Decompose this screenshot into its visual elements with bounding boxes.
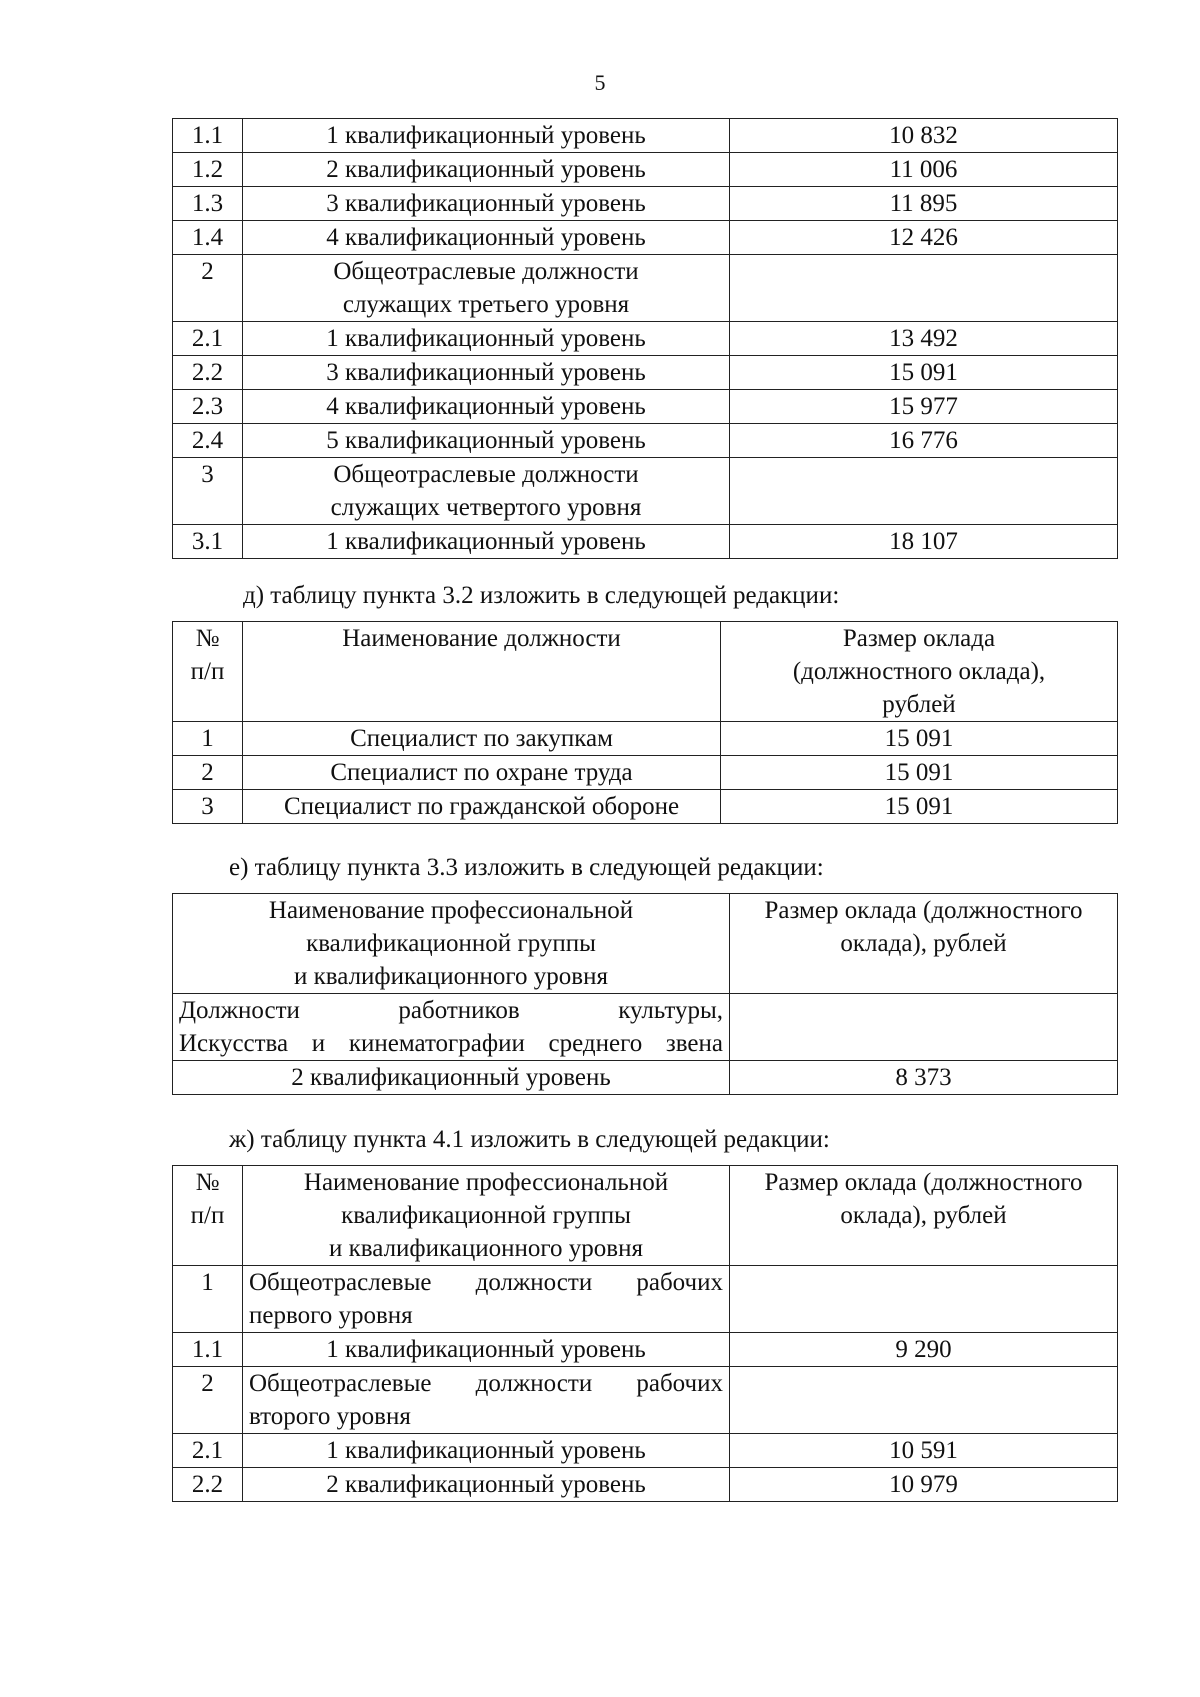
- qualification-name-cell: [243, 356, 730, 390]
- name-line: 1 квалификационный уровень: [326, 325, 646, 352]
- salary-cell: [730, 1266, 1118, 1333]
- salary-cell: 11 006: [730, 153, 1118, 187]
- name-line: Общеотраслевые должности: [333, 258, 639, 285]
- row-number-cell: 1.3: [173, 187, 243, 221]
- header-position-name: Наименование должности: [243, 622, 721, 722]
- table-row: [173, 756, 1118, 790]
- header-line: Размер оклада (должностного: [764, 1169, 1083, 1196]
- position-name-cell: Специалист по гражданской обороне: [243, 790, 721, 824]
- name-line: 1 квалификационный уровень: [326, 528, 646, 555]
- qualification-name-cell: [243, 525, 730, 559]
- row-number-cell: 1: [173, 1266, 243, 1333]
- table-row: [173, 356, 1118, 390]
- header-salary-line: (должностного оклада),: [792, 658, 1046, 685]
- group-name-cell: [243, 1434, 730, 1468]
- table-row: [173, 722, 1118, 756]
- salary-cell: 15 091: [721, 790, 1118, 824]
- group-name-cell: [243, 1367, 730, 1434]
- group-name-cell: [243, 1266, 730, 1333]
- header-number-line: п/п: [190, 658, 225, 685]
- qualification-name-cell: [243, 187, 730, 221]
- salary-cell: [730, 458, 1118, 525]
- name-line: 1 квалификационный уровень: [326, 1437, 646, 1464]
- row-number-cell: 3.1: [173, 525, 243, 559]
- row-number-cell: 2.4: [173, 424, 243, 458]
- header-salary-cell: [730, 1166, 1118, 1266]
- table-row: [173, 458, 1118, 525]
- group-name-cell: [243, 1333, 730, 1367]
- table-row: [173, 390, 1118, 424]
- qualification-name-cell: [243, 390, 730, 424]
- row-number-cell: 2.2: [173, 1468, 243, 1502]
- name-line: служащих четвертого уровня: [330, 494, 642, 521]
- name-line: Должности работников культуры,: [179, 997, 723, 1024]
- salary-cell: 13 492: [730, 322, 1118, 356]
- name-line: 1 квалификационный уровень: [326, 1336, 646, 1363]
- row-number-cell: 2: [173, 756, 243, 790]
- row-number-cell: 3: [173, 458, 243, 525]
- table-row: [173, 525, 1118, 559]
- salary-cell: [730, 1367, 1118, 1434]
- header-number-line: п/п: [190, 1202, 225, 1229]
- header-line: оклада), рублей: [840, 1202, 1007, 1229]
- salary-cell: 15 091: [721, 756, 1118, 790]
- table-row: [173, 1266, 1118, 1333]
- header-group-name-cell: [243, 1166, 730, 1266]
- header-number-line: №: [195, 1169, 220, 1196]
- qualification-name-cell: [243, 458, 730, 525]
- name-line: 3 квалификационный уровень: [326, 190, 646, 217]
- row-number-cell: 2: [173, 1367, 243, 1434]
- salary-cell: 10 979: [730, 1468, 1118, 1502]
- salary-cell: 16 776: [730, 424, 1118, 458]
- salary-cell: 10 832: [730, 119, 1118, 153]
- row-number-cell: 1.1: [173, 119, 243, 153]
- header-number-line: №: [195, 625, 220, 652]
- header-salary-cell: [730, 894, 1118, 994]
- qualification-name-cell: [243, 153, 730, 187]
- table-3-2: [172, 621, 1118, 824]
- row-number-cell: 1.4: [173, 221, 243, 255]
- header-line: оклада), рублей: [840, 930, 1007, 957]
- table-row: [173, 119, 1118, 153]
- table-row: [173, 424, 1118, 458]
- table-row: [173, 1468, 1118, 1502]
- position-name-cell: Специалист по охране труда: [243, 756, 721, 790]
- table-row: [173, 255, 1118, 322]
- caption-e: е) таблицу пункта 3.3 изложить в следующей редакции:: [229, 854, 824, 881]
- name-line: 3 квалификационный уровень: [326, 359, 646, 386]
- table-row: [173, 187, 1118, 221]
- table-row: [173, 1061, 1118, 1095]
- row-number-cell: 1.2: [173, 153, 243, 187]
- table-header-row: [173, 1166, 1118, 1266]
- row-number-cell: 3: [173, 790, 243, 824]
- table-4-1: [172, 1165, 1118, 1502]
- header-line: Размер оклада (должностного: [764, 897, 1083, 924]
- position-name-cell: Специалист по закупкам: [243, 722, 721, 756]
- name-line: 2 квалификационный уровень: [326, 156, 646, 183]
- name-line: 2 квалификационный уровень: [326, 1471, 646, 1498]
- table-header-row: [173, 894, 1118, 994]
- row-number-cell: 1.1: [173, 1333, 243, 1367]
- header-salary-line: Размер оклада: [842, 625, 996, 652]
- table-row: [173, 153, 1118, 187]
- table-3-3: [172, 893, 1118, 1095]
- qualification-name-cell: [243, 424, 730, 458]
- salary-cell: 15 091: [721, 722, 1118, 756]
- salary-cell: 9 290: [730, 1333, 1118, 1367]
- salary-table-continued: [172, 118, 1118, 559]
- name-line: служащих третьего уровня: [342, 291, 630, 318]
- name-line: Общеотраслевые должности рабочих: [249, 1370, 723, 1397]
- name-line: 2 квалификационный уровень: [291, 1064, 611, 1091]
- salary-cell: 8 373: [730, 1061, 1118, 1095]
- name-line: 1 квалификационный уровень: [326, 122, 646, 149]
- header-salary-cell: [721, 622, 1118, 722]
- name-line: второго уровня: [249, 1403, 411, 1430]
- name-line: Общеотраслевые должности рабочих: [249, 1269, 723, 1296]
- row-number-cell: 2.3: [173, 390, 243, 424]
- header-line: квалификационной группы: [306, 930, 596, 957]
- row-number-cell: 2.2: [173, 356, 243, 390]
- page-number: 5: [594, 70, 606, 95]
- header-salary-line: рублей: [882, 691, 956, 718]
- row-number-cell: 1: [173, 722, 243, 756]
- salary-cell: 15 977: [730, 390, 1118, 424]
- salary-cell: 12 426: [730, 221, 1118, 255]
- table-row: [173, 1434, 1118, 1468]
- row-number-cell: 2.1: [173, 1434, 243, 1468]
- group-name-cell: [173, 1061, 730, 1095]
- qualification-name-cell: [243, 221, 730, 255]
- qualification-name-cell: [243, 255, 730, 322]
- header-line: Наименование профессиональной: [303, 1169, 669, 1196]
- salary-cell: 11 895: [730, 187, 1118, 221]
- qualification-name-cell: [243, 119, 730, 153]
- name-line: 5 квалификационный уровень: [326, 427, 646, 454]
- salary-cell: [730, 994, 1118, 1061]
- header-number-cell: [173, 622, 243, 722]
- header-group-name-cell: [173, 894, 730, 994]
- table-row: [173, 1367, 1118, 1434]
- header-line: и квалификационного уровня: [329, 1235, 643, 1262]
- row-number-cell: 2: [173, 255, 243, 322]
- name-line: первого уровня: [249, 1302, 413, 1329]
- name-line: Общеотраслевые должности: [333, 461, 639, 488]
- row-number-cell: 2.1: [173, 322, 243, 356]
- salary-cell: 10 591: [730, 1434, 1118, 1468]
- header-number-cell: [173, 1166, 243, 1266]
- table-row: [173, 994, 1118, 1061]
- salary-cell: 15 091: [730, 356, 1118, 390]
- header-line: квалификационной группы: [341, 1202, 631, 1229]
- table-row: [173, 221, 1118, 255]
- table-row: [173, 322, 1118, 356]
- salary-cell: 18 107: [730, 525, 1118, 559]
- table-row: [173, 1333, 1118, 1367]
- name-line: 4 квалификационный уровень: [326, 393, 646, 420]
- name-line: 4 квалификационный уровень: [326, 224, 646, 251]
- table-row: [173, 790, 1118, 824]
- caption-zh: ж) таблицу пункта 4.1 изложить в следующей редакции:: [229, 1126, 830, 1153]
- salary-cell: [730, 255, 1118, 322]
- qualification-name-cell: [243, 322, 730, 356]
- group-name-cell: [243, 1468, 730, 1502]
- name-line: Искусства и кинематографии среднего звена: [179, 1030, 723, 1057]
- header-line: и квалификационного уровня: [294, 963, 608, 990]
- table-header-row: [173, 622, 1118, 722]
- header-line: Наименование профессиональной: [268, 897, 634, 924]
- caption-d: д) таблицу пункта 3.2 изложить в следующей редакции:: [243, 582, 840, 609]
- group-name-cell: [173, 994, 730, 1061]
